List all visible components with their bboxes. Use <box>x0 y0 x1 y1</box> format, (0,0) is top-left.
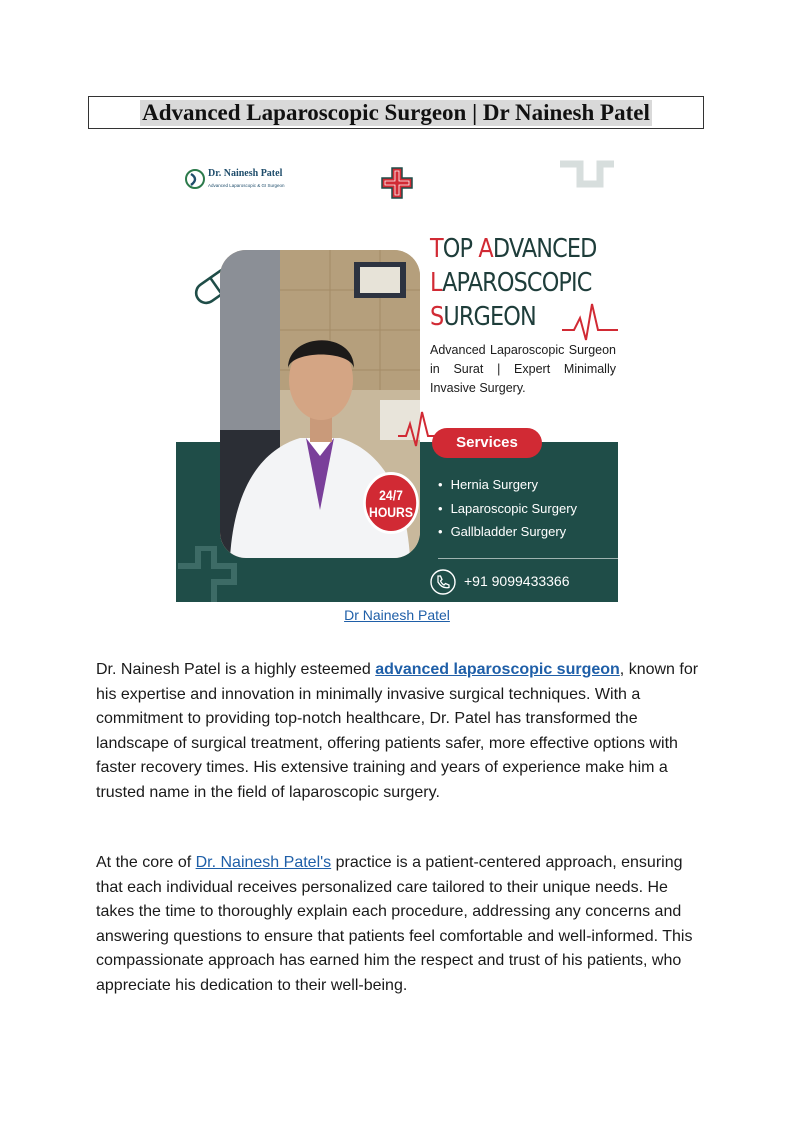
services-list <box>438 473 577 544</box>
surgeon-link[interactable]: advanced laparoscopic surgeon <box>375 661 620 678</box>
hours-line-2: HOURS <box>369 505 413 520</box>
cross-outline-icon <box>556 160 618 204</box>
logo-mark-icon <box>184 168 206 190</box>
phone-number: +91 9099433366 <box>464 573 570 589</box>
headline-line-1: TOP ADVANCED <box>430 234 597 264</box>
cross-outline-bottom-icon <box>176 546 238 602</box>
banner-divider <box>438 558 618 559</box>
services-badge: Services <box>432 428 542 458</box>
doctor-link[interactable]: Dr. Nainesh Patel's <box>195 854 332 871</box>
hours-badge <box>363 472 419 534</box>
logo-name: Dr. Nainesh Patel <box>208 168 283 179</box>
logo-tagline: Advanced Laparoscopic & GI Surgeon <box>208 183 285 188</box>
service-item: • Hernia Surgery <box>438 473 577 497</box>
title-box <box>88 96 704 129</box>
paragraph-1-intro: Dr. Nainesh Patel is a highly esteemed <box>96 661 376 678</box>
service-item: • Gallbladder Surgery <box>438 520 577 544</box>
paragraph-1 <box>96 658 702 806</box>
medical-cross-icon <box>380 166 414 200</box>
image-caption <box>0 607 794 625</box>
banner-subtext: Advanced Laparoscopic Surgeon in Surat | Expert Minimally Invasive Surgery. <box>430 343 616 395</box>
headline-line-2: LAPAROSCOPIC <box>430 268 592 298</box>
paragraph-1-body: , known for his expertise and innovation in minimally invasive surgical techniques. With a commitment to providing top-notch healthcare, Dr. Patel has transformed the landscape of surgical treatment, offering patients safer, more effective options with faster recovery times. His extensive training and years of experience make him a trusted name in the field of laparoscopic surgery. <box>96 661 699 801</box>
phone-icon <box>430 569 456 595</box>
paragraph-2 <box>96 851 702 999</box>
banner-image <box>176 160 618 602</box>
paragraph-2-intro: At the core of <box>96 854 196 871</box>
service-item: • Laparoscopic Surgery <box>438 497 577 521</box>
caption-link[interactable]: Dr Nainesh Patel <box>344 607 450 623</box>
headline-line-3: SURGEON <box>430 302 536 332</box>
heartbeat-icon <box>562 300 618 344</box>
hours-line-1: 24/7 <box>379 488 403 503</box>
paragraph-2-body: practice is a patient-centered approach, ensuring that each individual receives personalized care tailored to their unique needs. He takes the time to thoroughly explain each procedure, addressing any concerns and answering questions to ensure that patients feel comfortable and well-informed. This compassionate approach has earned him the respect and trust of his patients, who appreciate his dedication to their well-being. <box>96 854 693 994</box>
page-title: Advanced Laparoscopic Surgeon | Dr Nainesh Patel <box>142 100 650 125</box>
